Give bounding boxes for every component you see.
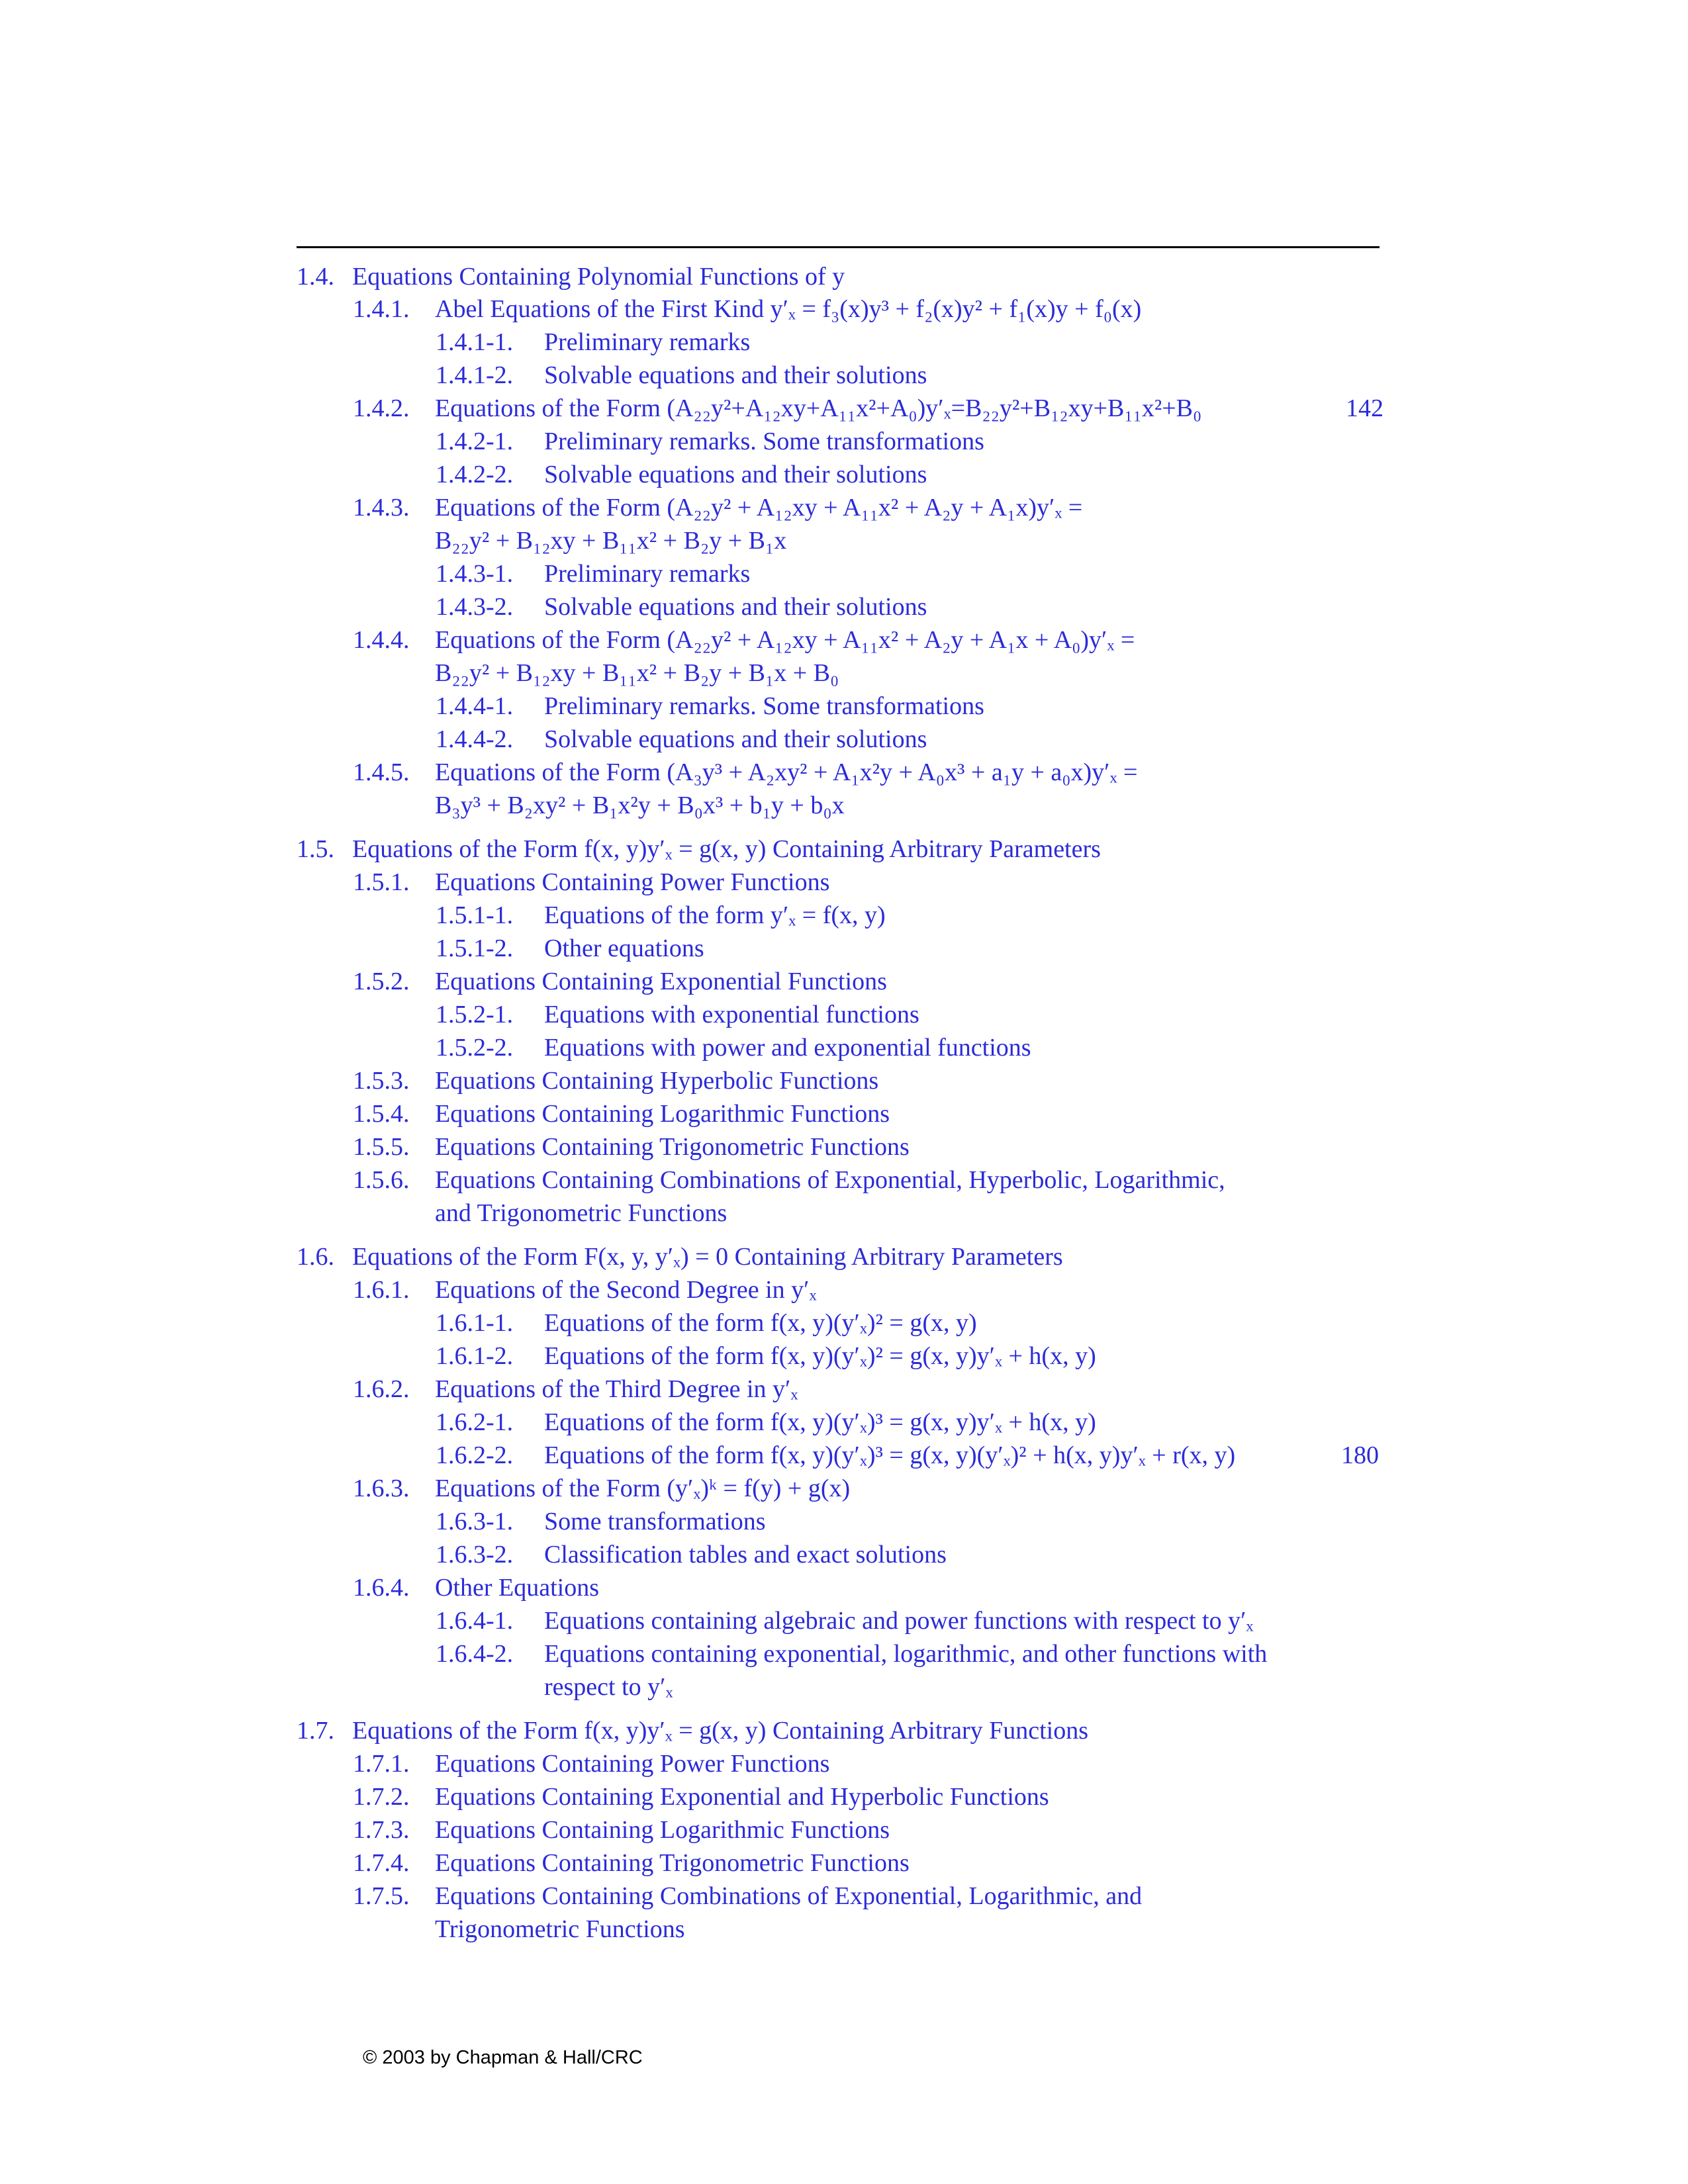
toc-title: Equations of the Form (A₂₂y² + A₁₂xy + A₁₁x² + A₂y + A₁x + A₀)y′ₓ = (435, 626, 1135, 654)
toc-title: Other Equations (435, 1574, 600, 1602)
toc-number: 1.7. (297, 1717, 334, 1745)
toc-number: 1.6.3-2. (436, 1541, 514, 1569)
toc-title: Solvable equations and their solutions (544, 593, 927, 621)
toc-title: Solvable equations and their solutions (544, 361, 927, 389)
toc-title: Equations of the Form f(x, y)y′ₓ = g(x, y) Containing Arbitrary Functions (352, 1717, 1089, 1745)
toc-number: 1.4.1-2. (436, 361, 514, 389)
toc-number: 1.4.3-2. (436, 593, 514, 621)
toc-title: Equations Containing Trigonometric Functions (435, 1133, 910, 1161)
toc-entry-continuation[interactable]: respect to y′ₓ (544, 1673, 673, 1701)
toc-title: Equations of the form f(x, y)(y′ₓ)² = g(x, y) (544, 1309, 977, 1337)
toc-number: 1.5.5. (353, 1133, 410, 1161)
toc-title: Equations with power and exponential functions (544, 1034, 1031, 1062)
page-number: 142 (1346, 394, 1383, 422)
toc-number: 1.5.2. (353, 968, 410, 995)
toc-number: 1.5. (297, 835, 334, 863)
header-rule (297, 246, 1380, 248)
toc-number: 1.4.5. (353, 758, 410, 786)
toc-number: 1.6.4-2. (436, 1640, 514, 1668)
toc-number: 1.5.1. (353, 868, 410, 896)
toc-number: 1.6. (297, 1243, 334, 1271)
toc-number: 1.5.3. (353, 1067, 410, 1095)
toc-number: 1.6.2-2. (436, 1441, 514, 1469)
toc-title: Equations Containing Logarithmic Functions (435, 1816, 890, 1844)
toc-title: Classification tables and exact solutions (544, 1541, 947, 1569)
toc-title: Equations of the Second Degree in y′ₓ (435, 1276, 817, 1304)
toc-title: Other equations (544, 934, 704, 962)
toc-title: Equations of the form f(x, y)(y′ₓ)² = g(x, y)y′ₓ + h(x, y) (544, 1342, 1096, 1370)
toc-number: 1.4. (297, 263, 334, 291)
toc-title: Equations Containing Power Functions (435, 868, 830, 896)
toc-title: Equations containing algebraic and power functions with respect to y′ₓ (544, 1607, 1254, 1635)
toc-title: Equations Containing Exponential Functions (435, 968, 887, 995)
toc-title: Equations Containing Combinations of Exponential, Hyperbolic, Logarithmic, (435, 1166, 1225, 1194)
toc-number: 1.4.2-1. (436, 428, 514, 455)
toc-number: 1.4.2-2. (436, 461, 514, 488)
toc-title: Equations with exponential functions (544, 1001, 919, 1028)
toc-title: Equations Containing Power Functions (435, 1750, 830, 1778)
toc-title: Solvable equations and their solutions (544, 725, 927, 753)
toc-title: Equations of the Form f(x, y)y′ₓ = g(x, y) Containing Arbitrary Parameters (352, 835, 1101, 863)
toc-title: Equations of the Third Degree in y′ₓ (435, 1375, 798, 1403)
copyright-footer: © 2003 by Chapman & Hall/CRC (363, 2047, 643, 2068)
toc-number: 1.4.1-1. (436, 328, 514, 356)
toc-title: Equations of the Form (A₂₂y² + A₁₂xy + A₁₁x² + A₂y + A₁x)y′ₓ = (435, 494, 1083, 522)
toc-number: 1.4.2. (353, 394, 410, 422)
toc-title: Equations of the form f(x, y)(y′ₓ)³ = g(x, y)(y′ₓ)² + h(x, y)y′ₓ + r(x, y) (544, 1441, 1236, 1469)
toc-number: 1.6.1-2. (436, 1342, 514, 1370)
toc-title: Equations of the Form F(x, y, y′ₓ) = 0 Containing Arbitrary Parameters (352, 1243, 1063, 1271)
toc-title: Equations containing exponential, logarithmic, and other functions with (544, 1640, 1268, 1668)
toc-number: 1.7.5. (353, 1882, 410, 1910)
toc-title: Preliminary remarks. Some transformations (544, 692, 984, 720)
toc-number: 1.5.1-2. (436, 934, 514, 962)
toc-title: Equations Containing Trigonometric Functions (435, 1849, 910, 1877)
toc-title: Equations Containing Hyperbolic Functions (435, 1067, 879, 1095)
toc-number: 1.6.1. (353, 1276, 410, 1304)
toc-title: Equations of the form y′ₓ = f(x, y) (544, 901, 886, 929)
toc-number: 1.7.2. (353, 1783, 410, 1811)
toc-number: 1.6.4-1. (436, 1607, 514, 1635)
toc-number: 1.5.6. (353, 1166, 410, 1194)
toc-title: Equations of the Form (y′ₓ)ᵏ = f(y) + g(x) (435, 1475, 851, 1502)
toc-title: Abel Equations of the First Kind y′ₓ = f₃(x)y³ + f₂(x)y² + f₁(x)y + f₀(x) (435, 295, 1142, 323)
toc-title: Equations Containing Logarithmic Functions (435, 1100, 890, 1128)
toc-number: 1.6.3. (353, 1475, 410, 1502)
toc-entry-continuation[interactable]: and Trigonometric Functions (435, 1199, 727, 1227)
toc-entry-continuation[interactable]: Trigonometric Functions (435, 1915, 685, 1943)
toc-number: 1.6.1-1. (436, 1309, 514, 1337)
toc-entry-continuation[interactable]: B₂₂y² + B₁₂xy + B₁₁x² + B₂y + B₁x + B₀ (435, 659, 839, 687)
toc-number: 1.6.3-1. (436, 1508, 514, 1535)
page-number: 180 (1341, 1441, 1379, 1469)
toc-number: 1.5.2-2. (436, 1034, 514, 1062)
toc-title: Preliminary remarks. Some transformations (544, 428, 984, 455)
toc-number: 1.4.4-1. (436, 692, 514, 720)
toc-number: 1.6.2. (353, 1375, 410, 1403)
toc-title: Equations Containing Exponential and Hyperbolic Functions (435, 1783, 1049, 1811)
toc-number: 1.4.3. (353, 494, 410, 522)
toc-number: 1.7.3. (353, 1816, 410, 1844)
toc-number: 1.5.2-1. (436, 1001, 514, 1028)
toc-title: Equations of the Form (A₂₂y²+A₁₂xy+A₁₁x²+A₀)y′ₓ=B₂₂y²+B₁₂xy+B₁₁x²+B₀ (435, 394, 1202, 422)
toc-number: 1.6.2-1. (436, 1408, 514, 1436)
toc-title: Equations of the Form (A₃y³ + A₂xy² + A₁x²y + A₀x³ + a₁y + a₀x)y′ₓ = (435, 758, 1138, 786)
toc-title: Preliminary remarks (544, 328, 751, 356)
toc-number: 1.4.1. (353, 295, 410, 323)
toc-entry-continuation[interactable]: B₂₂y² + B₁₂xy + B₁₁x² + B₂y + B₁x (435, 527, 787, 555)
toc-title: Solvable equations and their solutions (544, 461, 927, 488)
toc-number: 1.6.4. (353, 1574, 410, 1602)
toc-title: Some transformations (544, 1508, 766, 1535)
toc-number: 1.5.4. (353, 1100, 410, 1128)
toc-number: 1.5.1-1. (436, 901, 514, 929)
toc-title: Equations Containing Polynomial Functions of y (352, 263, 845, 291)
toc-title: Equations of the form f(x, y)(y′ₓ)³ = g(x, y)y′ₓ + h(x, y) (544, 1408, 1096, 1436)
toc-number: 1.4.3-1. (436, 560, 514, 588)
toc-title: Equations Containing Combinations of Exponential, Logarithmic, and (435, 1882, 1143, 1910)
toc-entry-continuation[interactable]: B₃y³ + B₂xy² + B₁x²y + B₀x³ + b₁y + b₀x (435, 792, 845, 819)
toc-title: Preliminary remarks (544, 560, 751, 588)
toc-number: 1.7.4. (353, 1849, 410, 1877)
toc-number: 1.4.4. (353, 626, 410, 654)
toc-number: 1.4.4-2. (436, 725, 514, 753)
toc-number: 1.7.1. (353, 1750, 410, 1778)
